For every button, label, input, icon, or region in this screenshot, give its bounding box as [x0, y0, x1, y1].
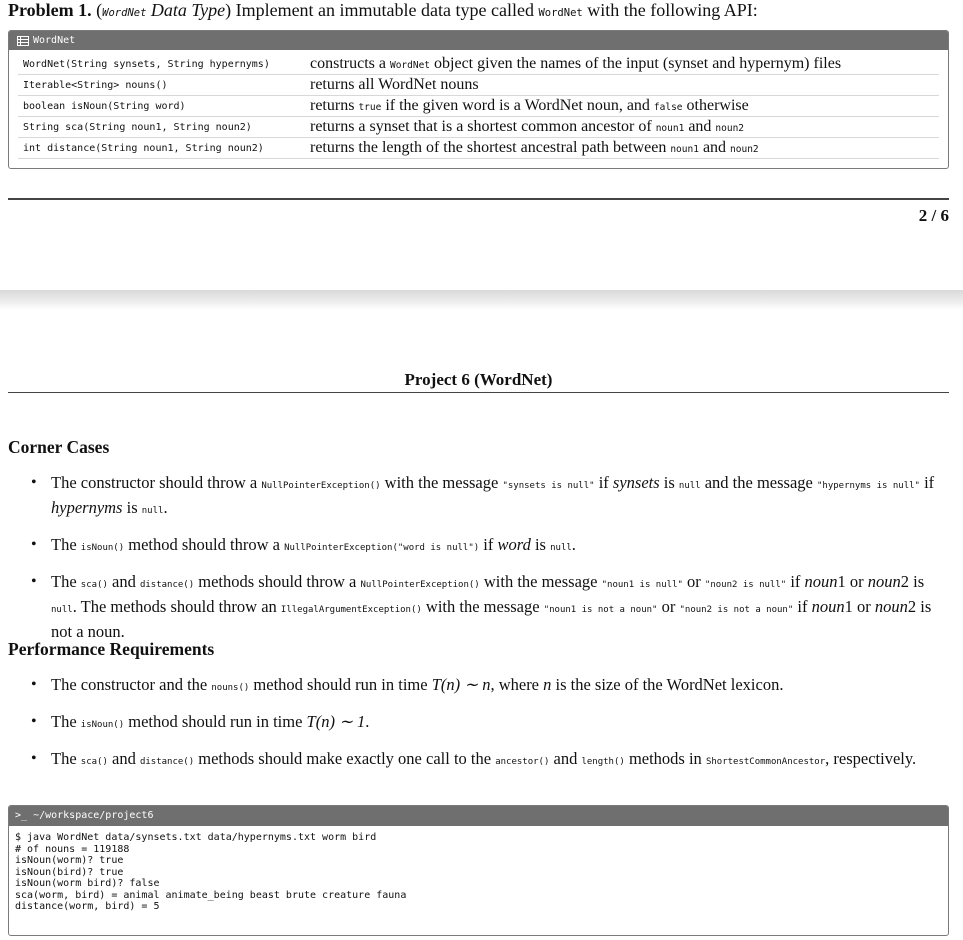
api-description: returns a synset that is a shortest common ancestor of noun1 and noun2	[310, 118, 745, 135]
terminal-prompt-icon: >_	[15, 810, 34, 821]
corner-cases-list	[30, 472, 950, 654]
api-row	[18, 54, 939, 75]
api-table-header	[9, 31, 948, 50]
api-row	[18, 117, 939, 138]
page-separator	[0, 290, 963, 310]
api-description: returns true if the given word is a WordNet noun, and false otherwise	[310, 97, 749, 114]
terminal-output	[9, 826, 948, 913]
running-header: Project 6 (WordNet)	[404, 370, 553, 389]
terminal-line: # of nouns = 119188	[15, 843, 130, 855]
api-signature: WordNet(String synsets, String hypernyms)	[23, 58, 270, 70]
section-title-corner-cases: Corner Cases	[8, 437, 110, 457]
paren-open: (	[96, 0, 103, 20]
problem-intro: Implement an immutable data type called	[231, 0, 539, 20]
terminal-line: sca(worm, bird) = animal animate_being beast brute creature fauna	[15, 889, 407, 901]
header-rule	[8, 392, 949, 393]
list-item: • The sca() and distance() methods should make exactly one call to the ancestor() and length() methods in ShortestCommonAncestor, respectively.	[30, 748, 950, 773]
page-number: 2 / 6	[918, 206, 949, 225]
api-description: returns all WordNet nouns	[310, 76, 479, 93]
api-description: returns the length of the shortest ancestral path between noun1 and noun2	[310, 139, 759, 156]
terminal-line: isNoun(bird)? true	[15, 866, 124, 878]
terminal-line: isNoun(worm)? true	[15, 855, 124, 866]
terminal-window	[8, 805, 949, 936]
section-title-performance: Performance Requirements	[8, 639, 215, 659]
api-description: constructs a WordNet object given the names of the input (synset and hypernym) files	[310, 55, 842, 72]
terminal-line: distance(worm, bird) = 5	[15, 901, 160, 912]
api-row	[18, 138, 939, 159]
list-item: • The constructor should throw a NullPointerException() with the message "synsets is null" if synsets is null and the message "hypernyms is null" if hypernyms is null.	[30, 472, 950, 522]
terminal-title: ~/workspace/project6	[33, 810, 154, 821]
list-item: • The constructor and the nouns() method should run in time T(n) ∼ n, where n is the size of the WordNet lexicon.	[30, 674, 950, 699]
api-signature: String sca(String noun1, String noun2)	[23, 121, 252, 133]
performance-list	[30, 674, 950, 785]
footer-rule	[8, 198, 949, 200]
api-signature: Iterable<String> nouns()	[23, 79, 168, 91]
api-row	[18, 96, 939, 117]
api-signature: int distance(String noun1, String noun2)	[23, 142, 264, 154]
type-label: Data Type	[146, 0, 226, 20]
list-item: • The isNoun() method should throw a NullPointerException("word is null") if word is null.	[30, 534, 950, 559]
terminal-title-bar	[9, 806, 948, 826]
terminal-line: isNoun(worm bird)? false	[15, 878, 160, 889]
paren-close: )	[225, 0, 232, 20]
terminal-line: $ java WordNet data/synsets.txt data/hypernyms.txt worm bird	[15, 832, 377, 843]
problem-intro-end: with the following API:	[582, 0, 758, 20]
api-table-title: WordNet	[33, 35, 76, 46]
type-code: WordNet	[102, 7, 147, 19]
list-item: • The isNoun() method should run in time T(n) ∼ 1.	[30, 711, 950, 736]
problem-heading	[8, 0, 958, 23]
class-code: WordNet	[538, 7, 583, 19]
list-item: • The sca() and distance() methods should throw a NullPointerException() with the message "noun1 is null" or "noun2 is null" if noun1 or noun2 is null. The methods should throw an IllegalArgumentException() with the message "noun1 is not a noun" or "noun2 is not a noun" if noun1 or noun2 is not a noun.	[30, 571, 950, 642]
api-signature: boolean isNoun(String word)	[23, 100, 186, 112]
api-row	[18, 75, 939, 96]
api-table	[8, 30, 949, 169]
problem-number: Problem 1.	[8, 0, 92, 20]
table-icon	[17, 36, 29, 46]
